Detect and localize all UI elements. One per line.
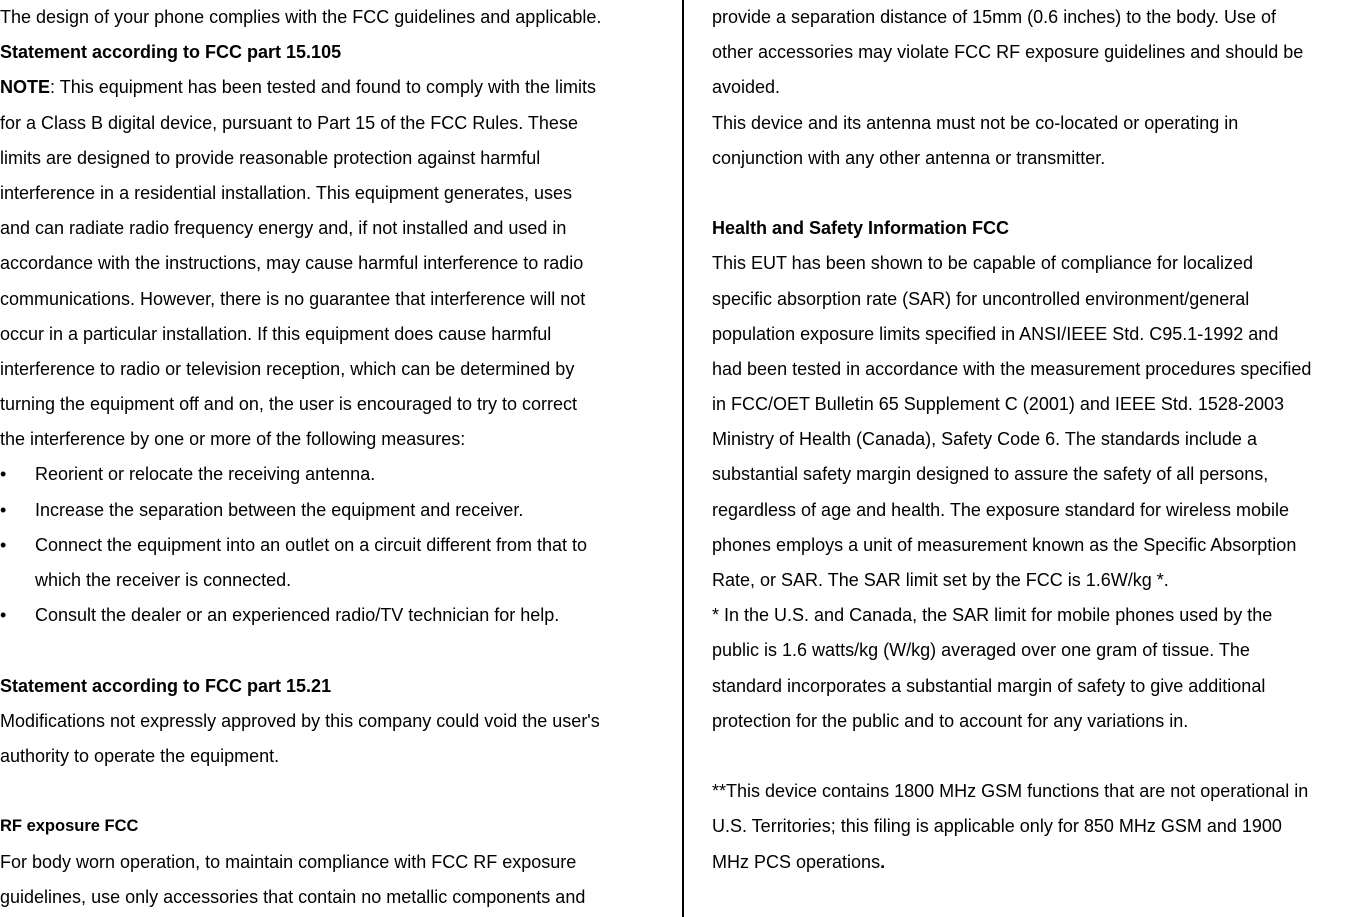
spacer — [0, 633, 672, 668]
paragraph-line: accordance with the instructions, may cause harmful interference to radio — [0, 253, 584, 274]
bullet-icon: • — [0, 464, 7, 485]
paragraph-line: and can radiate radio frequency energy and, if not installed and used in — [0, 218, 567, 239]
paragraph-line: avoided. — [712, 77, 781, 98]
heading-rf-exposure: RF exposure FCC — [0, 817, 139, 836]
paragraph-line: substantial safety margin designed to assure the safety of all persons, — [712, 464, 1269, 485]
paragraph-line: **This device contains 1800 MHz GSM functions that are not operational in — [712, 781, 1309, 802]
bullet-text: which the receiver is connected. — [35, 570, 292, 590]
note-label: NOTE — [0, 77, 51, 98]
bullet-text: Connect the equipment into an outlet on a circuit different from that to — [35, 534, 587, 555]
paragraph-line: This EUT has been shown to be capable of compliance for localized — [712, 253, 1253, 274]
bullet-icon: • — [0, 534, 7, 555]
paragraph-line: in FCC/OET Bulletin 65 Supplement C (2001) and IEEE Std. 1528-2003 — [712, 394, 1284, 415]
note-text: : This equipment has been tested and found to comply with the limits — [50, 77, 596, 98]
bullet-icon: • — [0, 605, 7, 626]
paragraph-line: guidelines, use only accessories that contain no metallic components and — [0, 886, 586, 907]
bullet-item — [0, 457, 672, 492]
bullet-text: Consult the dealer or an experienced radio/TV technician for help. — [35, 605, 560, 626]
paragraph-line: had been tested in accordance with the measurement procedures specified — [712, 358, 1312, 379]
paragraph-line: interference to radio or television reception, which can be determined by — [0, 358, 575, 379]
bullet-item — [0, 598, 672, 633]
heading-fcc-15105: Statement according to FCC part 15.105 — [0, 42, 342, 63]
spacer — [712, 739, 1358, 774]
paragraph-line: * In the U.S. and Canada, the SAR limit for mobile phones used by the — [712, 605, 1273, 626]
bullet-item — [0, 528, 672, 563]
paragraph-line: Rate, or SAR. The SAR limit set by the FCC is 1.6W/kg *. — [712, 570, 1169, 590]
column-divider — [682, 0, 684, 917]
heading-health-safety: Health and Safety Information FCC — [712, 218, 1010, 239]
paragraph-line: the interference by one or more of the following measures: — [0, 429, 466, 450]
spacer — [0, 774, 672, 809]
paragraph-line: regardless of age and health. The exposure standard for wireless mobile — [712, 499, 1290, 520]
paragraph-line: provide a separation distance of 15mm (0.6 inches) to the body. Use of — [712, 7, 1276, 27]
paragraph-line: For body worn operation, to maintain compliance with FCC RF exposure — [0, 851, 577, 872]
paragraph-line: for a Class B digital device, pursuant to Part 15 of the FCC Rules. These — [0, 112, 578, 133]
bullet-text: Reorient or relocate the receiving antenna. — [35, 464, 376, 485]
paragraph-line: turning the equipment off and on, the user is encouraged to try to correct — [0, 394, 578, 415]
bullet-continuation — [0, 563, 672, 598]
paragraph-line: standard incorporates a substantial margin of safety to give additional — [712, 675, 1266, 696]
gsm-last-text: MHz PCS operations — [712, 851, 881, 872]
gsm-last-punct: . — [880, 851, 886, 872]
paragraph-line: limits are designed to provide reasonable protection against harmful — [0, 147, 541, 168]
right-column — [712, 0, 1358, 880]
paragraph-line: protection for the public and to account for any variations in. — [712, 710, 1189, 731]
bullet-text: Increase the separation between the equipment and receiver. — [35, 499, 524, 520]
paragraph-line: conjunction with any other antenna or transmitter. — [712, 147, 1106, 168]
paragraph-line: communications. However, there is no guarantee that interference will not — [0, 288, 586, 309]
heading-fcc-1521: Statement according to FCC part 15.21 — [0, 675, 332, 696]
paragraph-line — [712, 845, 1358, 880]
paragraph-line: occur in a particular installation. If this equipment does cause harmful — [0, 323, 552, 344]
left-column — [0, 0, 672, 915]
bullet-item — [0, 493, 672, 528]
paragraph-line: U.S. Territories; this filing is applicable only for 850 MHz GSM and 1900 — [712, 816, 1282, 837]
note-line — [0, 70, 672, 105]
paragraph-line: Ministry of Health (Canada), Safety Code 6. The standards include a — [712, 429, 1257, 450]
intro-text: The design of your phone complies with the FCC guidelines and applicable. — [0, 7, 602, 27]
paragraph-line: This device and its antenna must not be co-located or operating in — [712, 112, 1239, 133]
paragraph-line: population exposure limits specified in ANSI/IEEE Std. C95.1-1992 and — [712, 323, 1279, 344]
paragraph-line: phones employs a unit of measurement known as the Specific Absorption — [712, 534, 1297, 555]
paragraph-line: other accessories may violate FCC RF exposure guidelines and should be — [712, 42, 1304, 63]
paragraph-line: Modifications not expressly approved by this company could void the user's — [0, 710, 600, 731]
paragraph-line: public is 1.6 watts/kg (W/kg) averaged over one gram of tissue. The — [712, 640, 1250, 661]
bullet-icon: • — [0, 499, 7, 520]
paragraph-line: authority to operate the equipment. — [0, 745, 280, 766]
paragraph-line: interference in a residential installation. This equipment generates, uses — [0, 182, 573, 203]
spacer — [712, 176, 1358, 211]
paragraph-line: specific absorption rate (SAR) for uncontrolled environment/general — [712, 288, 1250, 309]
